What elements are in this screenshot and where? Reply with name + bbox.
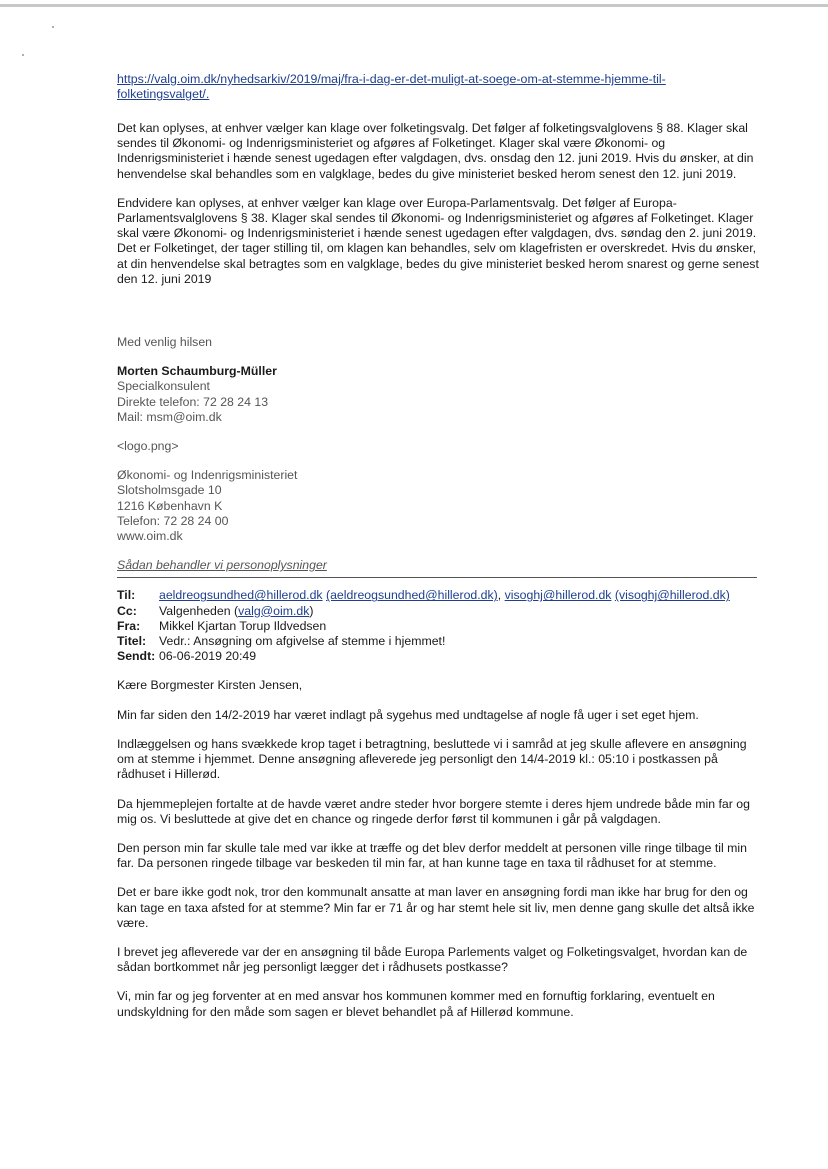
scan-top-edge	[0, 4, 828, 7]
to-recipients: aeldreogsundhed@hillerod.dk (aeldreogsundhed@hillerod.dk), visoghj@hillerod.dk (visoghj@hillerod.dk)	[159, 588, 730, 603]
to-email-1-paren[interactable]: (aeldreogsundhed@hillerod.dk)	[326, 588, 498, 603]
body-paragraph: Den person min far skulle tale med var ikke at træffe og det blev derfor meddelt at personen ville ringe tilbage til min far. Da personen ringede tilbage var beskeden til min far, at han kunne tage en taxa til rådhuset for at stemme.	[117, 840, 747, 871]
news-link-line1[interactable]: https://valg.oim.dk/nyhedsarkiv/2019/maj/fra-i-dag-er-det-muligt-at-soege-om-at-stemme-hjemme-til-	[117, 72, 666, 86]
org-street: Slotsholmsgade 10	[117, 483, 222, 498]
email-body	[117, 678, 767, 1019]
cc-label: Cc:	[117, 603, 137, 618]
subject-label: Titel:	[117, 634, 147, 649]
org-city: 1216 København K	[117, 498, 223, 513]
cc-email[interactable]: valg@oim.dk	[238, 603, 310, 618]
scan-speck	[22, 54, 24, 56]
body-paragraph: Indlæggelsen og hans svækkede krop taget i betragtning, besluttede vi i samråd at jeg skulle aflevere en ansøgning om at stemme i hjemmet. Denne ansøgning afleverede jeg personligt den 14/4-2019 kl.: 05:10 i postkassen på rådhuset i Hillerød.	[117, 736, 747, 782]
from-label: Fra:	[117, 618, 141, 633]
cc-close: )	[309, 603, 314, 618]
to-email-1[interactable]: aeldreogsundhed@hillerod.dk	[159, 588, 323, 603]
sent-value: 06-06-2019 20:49	[159, 649, 257, 664]
sender-name: Morten Schaumburg-Müller	[117, 364, 277, 379]
complaint-europa-paragraph: Endvidere kan oplyses, at enhver vælger kan klage over Europa-Parlamentsvalg. Det følger af Europa-Parlamentsvalglovens § 38. Klager skal sendes til Økonomi- og Indenrigsministeriet og afgøres af Folketinget. Klager skal være Økonomi- og Indenrigsministeriet i hænde senest ugedagen efter valgdagen, dvs. søndag den 2. juni 2019. Det er Folketinget, der tager stilling til, om klagen kan behandles, selv om klagefristen er overskredet. Hvis du ønsker, at din henvendelse skal betragtes som en valgklage, bedes du give ministeriet besked herom snarest og gerne senest den 12. juni 2019	[117, 195, 759, 286]
email-document	[117, 72, 767, 1034]
sender-mail: Mail: msm@oim.dk	[117, 409, 222, 424]
org-name: Økonomi- og Indenrigsministeriet	[117, 468, 298, 483]
to-email-2[interactable]: visoghj@hillerod.dk	[504, 588, 612, 603]
body-paragraph: I brevet jeg afleverede var der en ansøgning til både Europa Parlements valget og Folketingsvalget, hvordan kan de sådan bortkommet når jeg personligt lægger det i rådhusets postkasse?	[117, 944, 748, 975]
body-salutation: Kære Borgmester Kirsten Jensen,	[117, 678, 303, 693]
body-paragraph: Da hjemmeplejen fortalte at de havde været andre steder hvor borgere stemte i deres hjem undrede både min far og mig os. Vi besluttede at give det en chance og ringede derfor først til kommunen i går på valgdagen.	[117, 796, 750, 826]
subject-value: Vedr.: Ansøgning om afgivelse af stemme i hjemmet!	[159, 634, 446, 649]
cc-recipient	[159, 604, 767, 619]
sender-phone: Direkte telefon: 72 28 24 13	[117, 394, 269, 409]
complaint-folketingsvalg-paragraph: Det kan oplyses, at enhver vælger kan klage over folketingsvalg. Det følger af folketingsvalglovens § 88. Klager skal sendes til Økonomi- og Indenrigsministeriet og afgøres af Folketinget. Klager skal være Økonomi- og Indenrigsministeriet i hænde senest ugedagen efter valgdagen, dvs. onsdag den 12. juni 2019. Hvis du ønsker, at din henvendelse skal behandles som en valgklage, bedes du give ministeriet besked herom senest den 12. juni 2019.	[117, 121, 754, 181]
scan-speck	[52, 26, 54, 28]
from-value: Mikkel Kjartan Torup Ildvedsen	[159, 618, 327, 633]
org-website[interactable]: www.oim.dk	[117, 529, 183, 544]
logo-placeholder: <logo.png>	[117, 439, 179, 454]
news-link-line2[interactable]: folketingsvalget/.	[117, 87, 210, 101]
body-paragraph: Min far siden den 14/2-2019 har været indlagt på sygehus med undtagelse af nogle få uger i set eget hjem.	[117, 707, 699, 722]
to-email-2-paren[interactable]: (visoghj@hillerod.dk)	[614, 588, 730, 603]
privacy-link[interactable]: Sådan behandler vi personoplysninger	[117, 558, 327, 573]
org-phone: Telefon: 72 28 24 00	[117, 513, 229, 528]
header-divider	[117, 577, 757, 578]
signature-block	[117, 335, 767, 573]
body-paragraph: Vi, min far og jeg forventer at en med ansvar hos kommunen kommer med en fornuftig forklaring, eventuelt en undskyldning for den måde som sagen er blevet behandlet på af Hillerød kommune.	[117, 989, 715, 1019]
sent-label: Sendt:	[117, 649, 156, 664]
cc-name: Valgenheden (	[159, 603, 239, 618]
sender-title: Specialkonsulent	[117, 379, 210, 394]
greeting: Med venlig hilsen	[117, 335, 213, 350]
news-link[interactable]	[117, 72, 767, 102]
body-paragraph: Det er bare ikke godt nok, tror den kommunalt ansatte at man laver en ansøgning fordi man ikke har brug for den og kan tage en taxa afsted for at stemme? Min far er 71 år og har stemt hele sit liv, men denne gang skulle det altså ikke være.	[117, 885, 755, 930]
to-label: Til:	[117, 588, 136, 603]
forwarded-header	[117, 588, 767, 664]
